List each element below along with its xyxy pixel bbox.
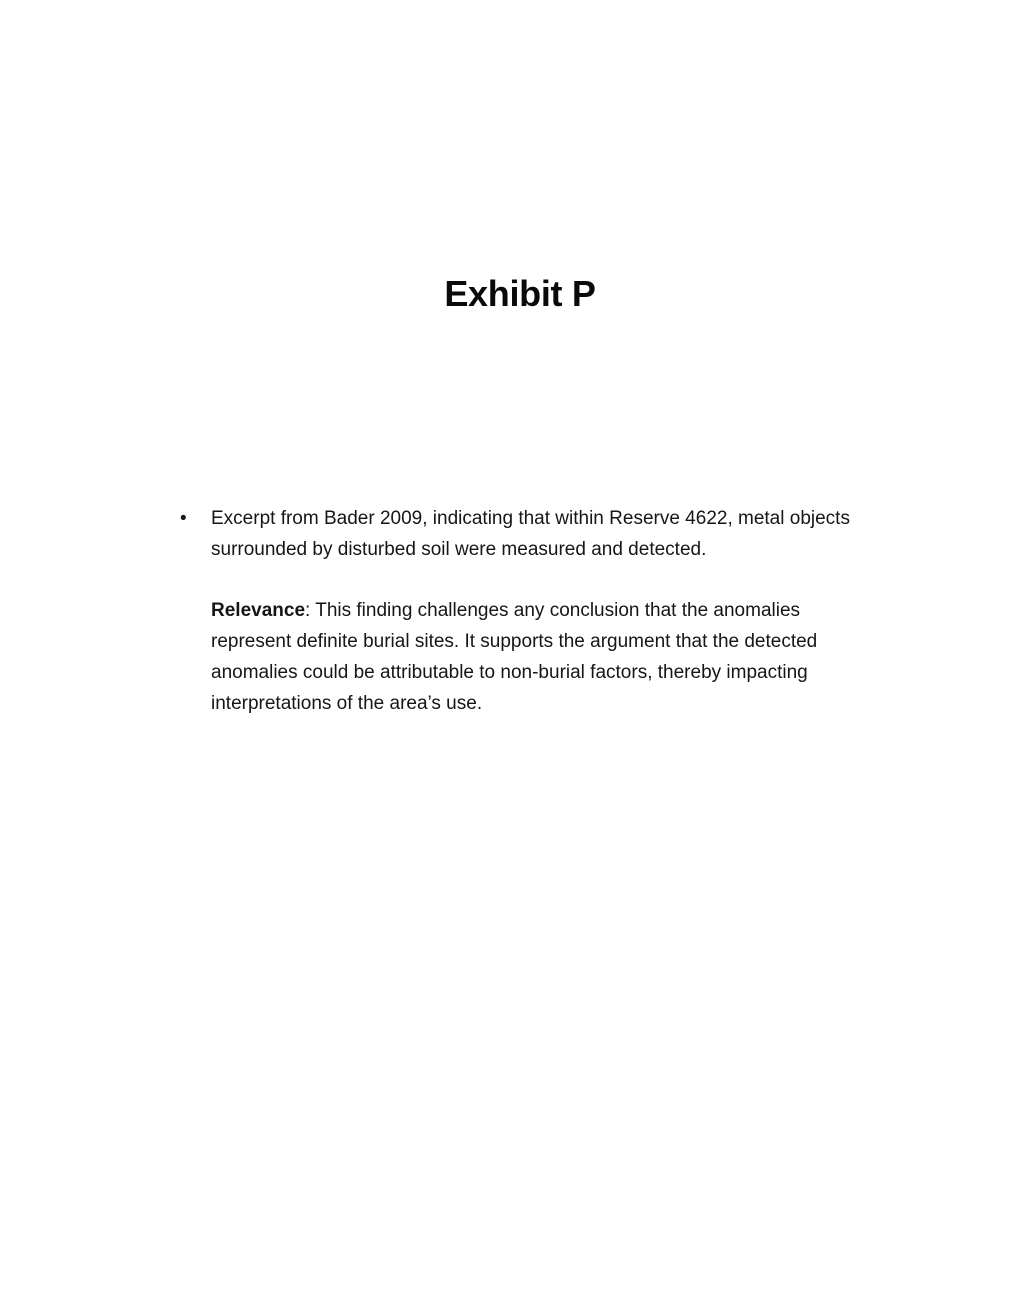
relevance-paragraph xyxy=(211,595,868,719)
relevance-text: : This finding challenges any conclusion that the anomalies represent definite burial sites. It supports the argument that the detected anomalies could be attributable to non-burial factors, thereby impacting interpretations of the area’s use. xyxy=(211,600,818,714)
page-title: Exhibit P xyxy=(444,273,596,314)
relevance-label: Relevance xyxy=(211,600,306,621)
bullet-icon: • xyxy=(180,508,187,529)
excerpt-paragraph: Excerpt from Bader 2009, indicating that within Reserve 4622, metal objects surrounded by disturbed soil were measured and detected. xyxy=(211,508,850,560)
list-item xyxy=(178,503,868,719)
bullet-list xyxy=(178,503,868,719)
